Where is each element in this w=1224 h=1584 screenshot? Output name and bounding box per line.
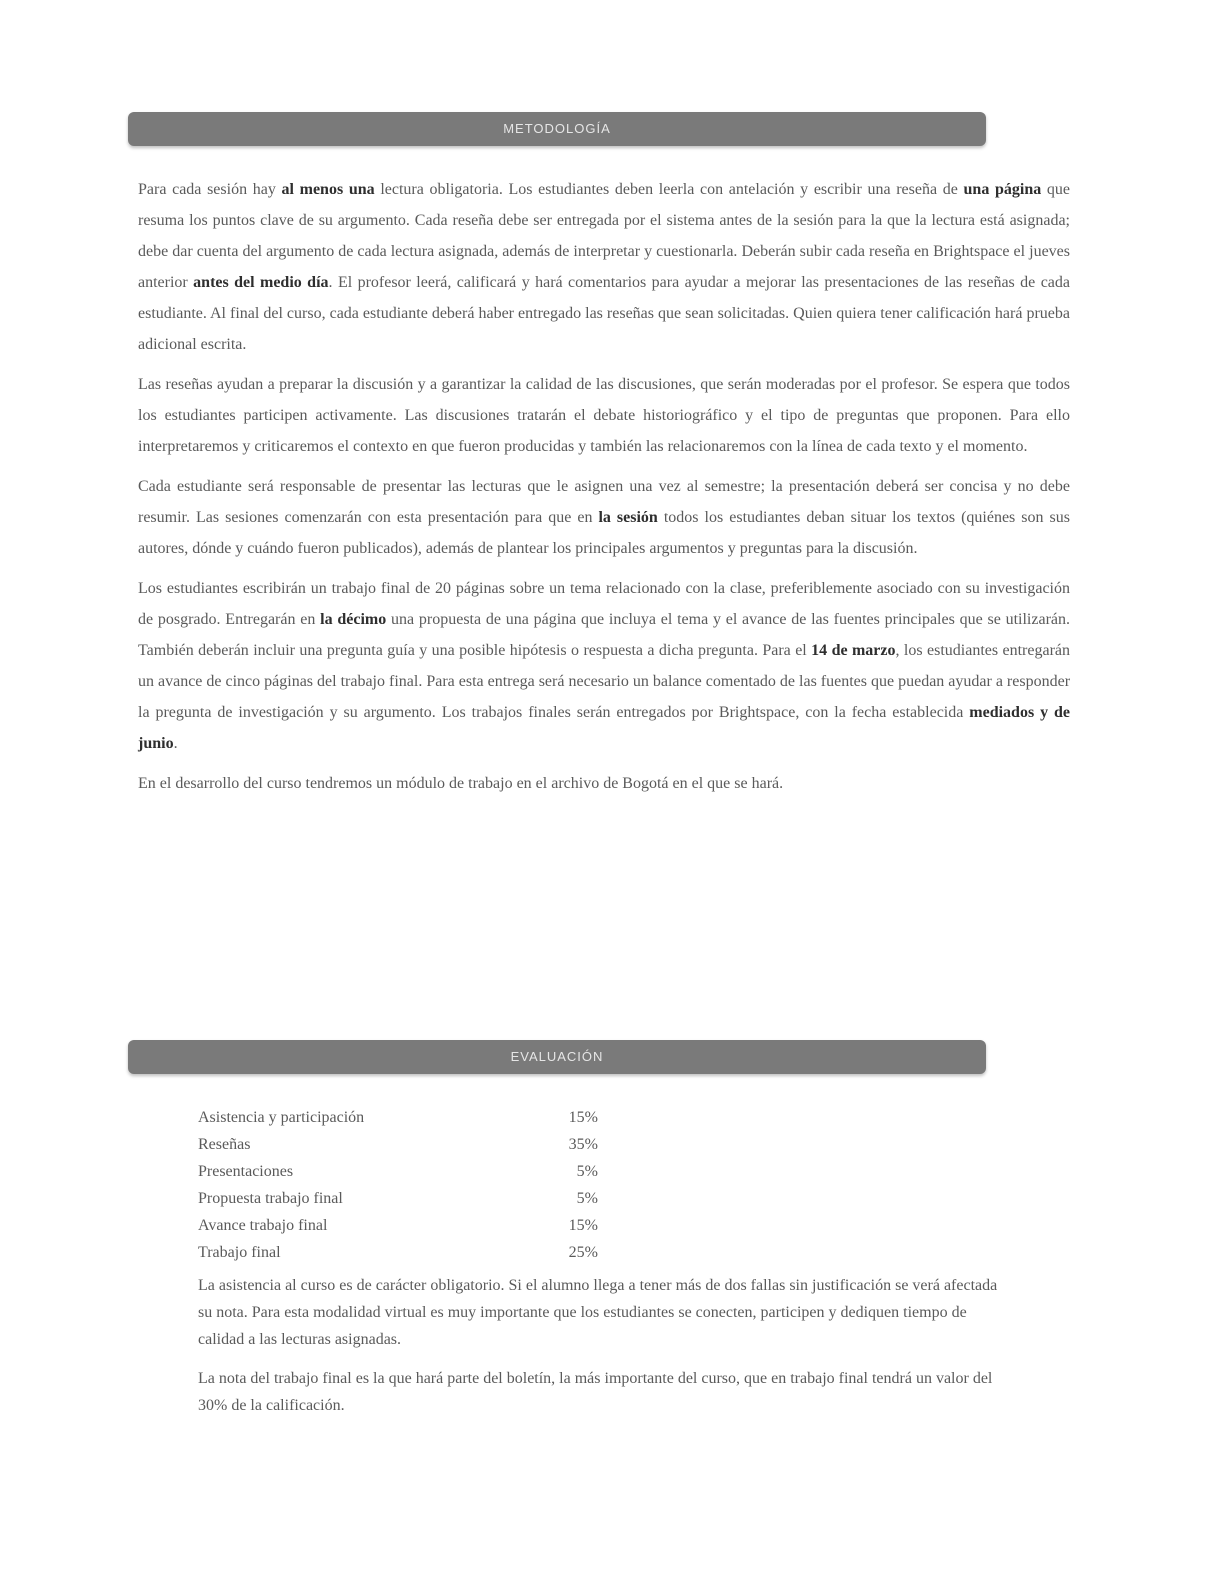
- paragraph-text: todos los estudiantes deban situar los textos (quiénes son sus autores, dónde y cuándo fueron publicados), además de plantear los principales argumentos y preguntas para la discusión.: [138, 509, 1071, 557]
- evaluation-item-percent: 35%: [568, 1136, 598, 1153]
- methodology-paragraph-3: [138, 471, 1070, 564]
- emphasized-text: 14 de marzo: [811, 642, 896, 659]
- evaluation-note-2: La nota del trabajo final es la que hará parte del boletín, la más importante del curso, que en trabajo final tendrá un valor del 30% de la calificación.: [198, 1370, 993, 1414]
- table-row: [198, 1158, 598, 1185]
- table-row: [198, 1185, 598, 1212]
- evaluation-note-1: La asistencia al curso es de carácter obligatorio. Si el alumno llega a tener más de dos fallas sin justificación se verá afectada su nota. Para esta modalidad virtual es muy importante que los estudiantes se conecten, participen y dediquen tiempo de calidad a las lecturas asignadas.: [198, 1277, 998, 1348]
- emphasized-text: al menos una: [281, 181, 375, 198]
- evaluation-item-label: Reseñas: [198, 1136, 251, 1153]
- evaluation-item-label: Asistencia y participación: [198, 1109, 365, 1126]
- evaluation-item-percent: 15%: [568, 1217, 598, 1234]
- emphasized-text: la décimo: [320, 611, 387, 628]
- methodology-paragraph-2: Las reseñas ayudan a preparar la discusión y a garantizar la calidad de las discusiones, que serán moderadas por el profesor. Se espera que todos los estudiantes participen activamente. Las discusiones tratarán el debate historiográfico y el tipo de preguntas que proponen. Para ello interpretaremos y criticaremos el contexto en que fueron producidas y también las relacionaremos con la línea de cada texto y el momento.: [138, 376, 1070, 455]
- evaluation-item-percent: 5%: [576, 1163, 598, 1180]
- evaluation-item-label: Propuesta trabajo final: [198, 1190, 343, 1207]
- table-row: [198, 1212, 598, 1239]
- emphasized-text: la sesión: [598, 509, 658, 526]
- paragraph-text: una propuesta de una página que incluya el tema y el avance de las fuentes principales que se utilizarán. También deberán incluir una pregunta guía y una posible hipótesis o respuesta a dicha pregunta. Para el: [138, 611, 1070, 659]
- paragraph-text: . El profesor leerá, calificará y hará comentarios para ayudar a mejorar las presentaciones de las reseñas de cada estudiante. Al final del curso, cada estudiante deberá haber entregado las reseñas que sean solicitadas. Quien quiera tener calificación hará prueba adicional escrita.: [138, 274, 1071, 353]
- methodology-paragraph-4: [138, 573, 1070, 759]
- evaluation-item-percent: 25%: [568, 1244, 598, 1261]
- methodology-body: [138, 174, 1070, 808]
- paragraph-text: Cada estudiante será responsable de presentar las lecturas que le asignen una vez al semestre; la presentación deberá ser concisa y no debe resumir. Las sesiones comenzarán con esta presentación para que en: [138, 478, 1070, 526]
- table-row: [198, 1104, 598, 1131]
- emphasized-text: mediados y de junio: [138, 704, 1070, 752]
- table-row: [198, 1239, 598, 1266]
- table-row: [198, 1131, 598, 1158]
- paragraph-text: , los estudiantes entregarán un avance de cinco páginas del trabajo final. Para esta entrega será necesario un balance comentado de las fuentes que puedan ayudar a responder la pregunta de investigación y su argumento. Los trabajos finales serán entregados por Brightspace, con la fecha establecida: [138, 642, 1071, 721]
- evaluation-item-label: Presentaciones: [198, 1163, 294, 1180]
- paragraph-text: .: [173, 735, 178, 752]
- evaluation-item-label: Avance trabajo final: [198, 1217, 328, 1234]
- methodology-paragraph-1: [138, 174, 1070, 360]
- evaluation-item-percent: 5%: [576, 1190, 598, 1207]
- evaluation-table: [198, 1104, 598, 1266]
- evaluation-item-percent: 15%: [568, 1109, 598, 1126]
- emphasized-text: una página: [963, 181, 1042, 198]
- paragraph-text: lectura obligatoria. Los estudiantes deben leerla con antelación y escribir una reseña de: [374, 181, 964, 198]
- paragraph-text: Los estudiantes escribirán un trabajo final de 20 páginas sobre un tema relacionado con la clase, preferiblemente asociado con su investigación de posgrado. Entregarán en: [138, 580, 1070, 628]
- evaluation-notes: [198, 1272, 1008, 1431]
- paragraph-text: que resuma los puntos clave de su argumento. Cada reseña debe ser entregada por el sistema antes de la sesión para la que la lectura está asignada; debe dar cuenta del argumento de cada lectura asignada, además de interpretar y cuestionarla. Deberán subir cada reseña en Brightspace el jueves anterior: [138, 181, 1071, 291]
- evaluation-heading: EVALUACIÓN: [128, 1040, 986, 1074]
- methodology-heading: METODOLOGÍA: [128, 112, 986, 146]
- methodology-paragraph-5: En el desarrollo del curso tendremos un módulo de trabajo en el archivo de Bogotá en el que se hará.: [138, 775, 784, 792]
- evaluation-item-label: Trabajo final: [198, 1244, 281, 1261]
- paragraph-text: Para cada sesión hay: [138, 181, 282, 198]
- emphasized-text: antes del medio día: [193, 274, 329, 291]
